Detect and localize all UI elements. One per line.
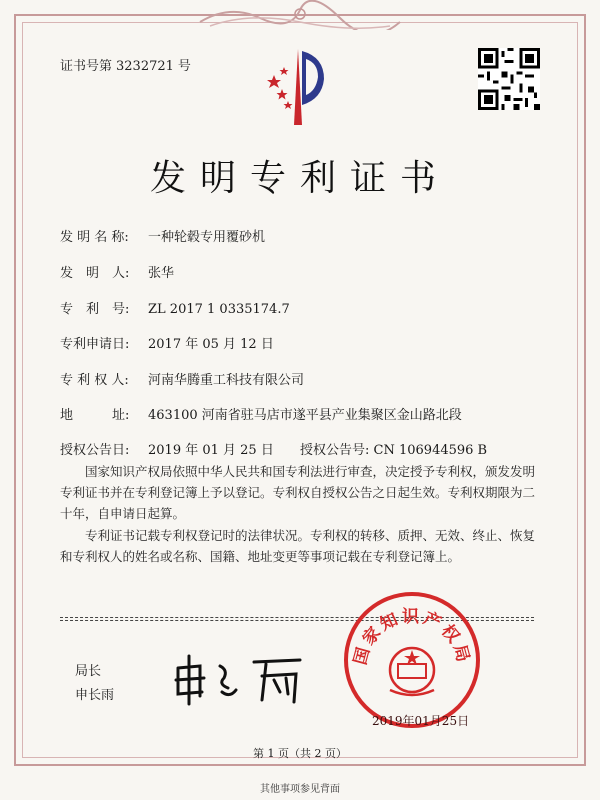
- invention-name-value: 一种轮毂专用覆砂机: [148, 230, 266, 245]
- statement-paragraph-2: 专利证书记载专利权登记时的法律状况。专利权的转移、质押、无效、终止、恢复和专利权人的姓名或名称、国籍、地址变更等事项记载在专利登记簿上。: [60, 528, 536, 564]
- cert-no-prefix: 证书号第: [60, 59, 113, 74]
- address-row: [60, 404, 462, 423]
- address-label: 地 址:: [60, 408, 130, 423]
- patentee-row: [60, 369, 304, 388]
- director-title: 局长: [75, 664, 102, 679]
- cert-no-value: 3232721: [116, 59, 174, 74]
- filing-date-row: [60, 333, 274, 352]
- seal-date: 2019年01月25日: [372, 714, 470, 728]
- grant-number-row: [300, 439, 487, 458]
- filing-date-value: 2017 年 05 月 12 日: [148, 337, 274, 352]
- director-name: 申长雨: [75, 688, 115, 703]
- official-seal-icon: [342, 590, 482, 730]
- grant-date-value: 2019 年 01 月 25 日: [148, 443, 274, 458]
- inventor-row: [60, 262, 174, 281]
- statement-paragraph-1: 国家知识产权局依照中华人民共和国专利法进行审查，决定授予专利权，颁发发明专利证书并在专利登记簿上予以登记。专利权自授权公告之日起生效。专利权期限为二十年，自申请日起算。: [60, 464, 536, 521]
- grant-date-row: [60, 439, 274, 458]
- invention-name-label: 发 明 名 称:: [60, 230, 129, 245]
- cnipa-logo-icon: [262, 45, 334, 127]
- patent-number-value: ZL 2017 1 0335174.7: [148, 302, 290, 317]
- patentee-label: 专 利 权 人:: [60, 373, 129, 388]
- patentee-value: 河南华腾重工科技有限公司: [148, 373, 305, 388]
- patent-number-row: [60, 298, 290, 317]
- footer-note: 其他事项参见背面: [260, 784, 340, 795]
- page-number: 第 1 页（共 2 页）: [253, 747, 347, 760]
- seal-text: 国家知识产权局: [350, 607, 474, 667]
- inventor-value: 张华: [148, 266, 175, 281]
- patent-number-label: 专 利 号:: [60, 302, 130, 317]
- inventor-label: 发 明 人:: [60, 266, 130, 281]
- grant-number-label: 授权公告号:: [300, 443, 370, 458]
- address-value: 463100 河南省驻马店市遂平县产业集聚区金山路北段: [148, 408, 462, 423]
- grant-number-value: CN 106944596 B: [373, 443, 488, 458]
- grant-date-label: 授权公告日:: [60, 443, 130, 458]
- certificate-title: 发明专利证书: [149, 158, 450, 199]
- certificate-number: [60, 55, 195, 74]
- top-ornament: [190, 0, 410, 30]
- invention-name-row: [60, 226, 265, 245]
- cert-no-suffix: 号: [177, 59, 191, 74]
- qr-code-icon: [478, 48, 540, 110]
- filing-date-label: 专利申请日:: [60, 337, 130, 352]
- handwritten-signature: [170, 648, 320, 708]
